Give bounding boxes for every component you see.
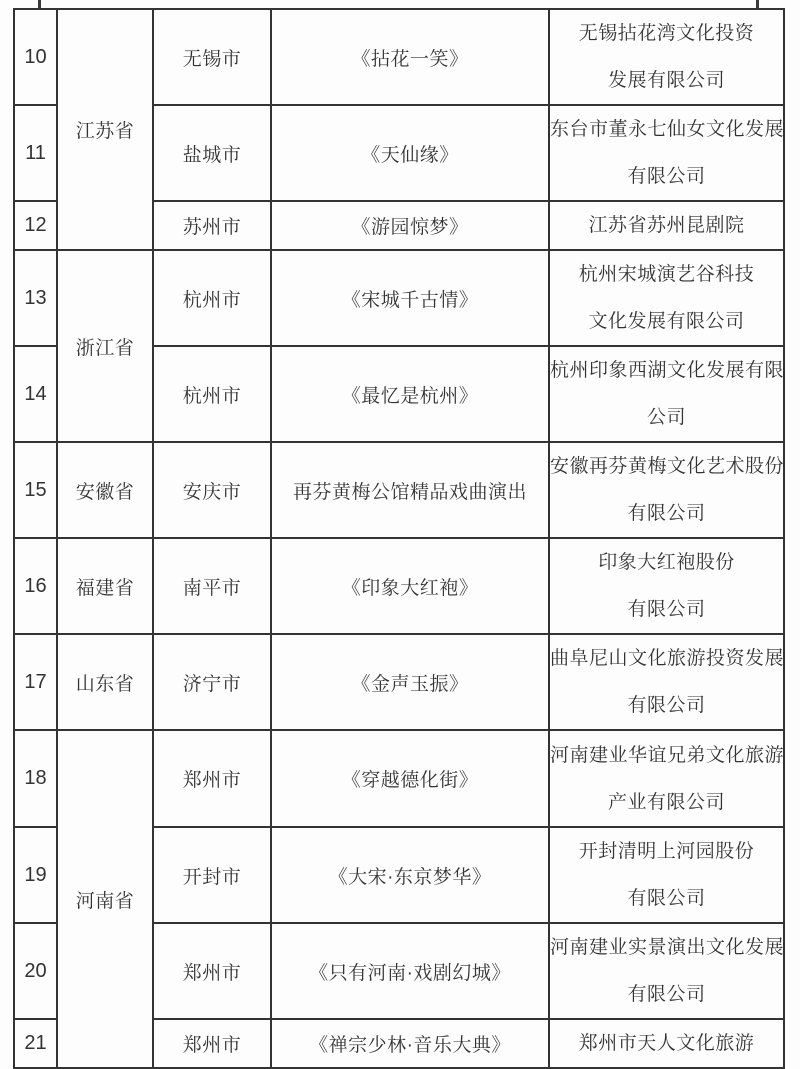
table-row xyxy=(14,250,784,346)
row-number: 13 xyxy=(14,250,57,346)
company-cell xyxy=(549,105,784,201)
row-number: 16 xyxy=(14,538,57,634)
company-line: 开封清明上河园股份 xyxy=(578,841,755,862)
show-title-cell: 《宋城千古情》 xyxy=(271,250,549,346)
city-cell: 安庆市 xyxy=(153,442,271,538)
company-line: 有限公司 xyxy=(627,695,706,716)
show-title-cell: 《穿越德化街》 xyxy=(271,730,549,827)
company-line: 印象大红袍股份 xyxy=(598,552,735,573)
company-cell xyxy=(549,1019,784,1068)
company-line: 安徽再芬黄梅文化艺术股份 xyxy=(550,456,785,477)
company-line: 有限公司 xyxy=(627,166,706,187)
city-cell: 郑州市 xyxy=(153,730,271,827)
company-line: 河南建业实景演出文化发展 xyxy=(550,937,785,958)
row-number: 17 xyxy=(14,634,57,730)
company-cell xyxy=(549,634,784,730)
city-cell: 郑州市 xyxy=(153,923,271,1019)
table-row xyxy=(14,9,784,105)
row-number: 10 xyxy=(14,9,57,105)
company-line: 有限公司 xyxy=(627,984,706,1005)
province-cell: 山东省 xyxy=(57,634,153,730)
table-row xyxy=(14,730,784,827)
row-number: 18 xyxy=(14,730,57,827)
row-number: 14 xyxy=(14,346,57,442)
table-row xyxy=(14,634,784,730)
province-cell: 安徽省 xyxy=(57,442,153,538)
company-cell xyxy=(549,538,784,634)
show-title-cell: 《禅宗少林·音乐大典》 xyxy=(271,1019,549,1068)
show-title-cell: 《游园惊梦》 xyxy=(271,201,549,250)
company-cell xyxy=(549,923,784,1019)
city-cell: 无锡市 xyxy=(153,9,271,105)
company-line: 产业有限公司 xyxy=(607,791,725,813)
company-line: 江苏省苏州昆剧院 xyxy=(588,215,745,236)
company-line: 有限公司 xyxy=(627,888,706,909)
row-number: 15 xyxy=(14,442,57,538)
city-cell: 郑州市 xyxy=(153,1019,271,1068)
company-line: 有限公司 xyxy=(627,503,706,524)
company-line: 有限公司 xyxy=(627,599,706,620)
company-line: 河南建业华谊兄弟文化旅游 xyxy=(550,744,785,766)
row-number: 21 xyxy=(14,1019,57,1068)
province-cell: 河南省 xyxy=(57,730,153,1068)
show-title-cell: 《金声玉振》 xyxy=(271,634,549,730)
company-line: 文化发展有限公司 xyxy=(588,311,745,332)
show-title-cell: 《拈花一笑》 xyxy=(271,9,549,105)
show-title-cell: 《只有河南·戏剧幻城》 xyxy=(271,923,549,1019)
city-cell: 济宁市 xyxy=(153,634,271,730)
show-title-cell: 《印象大红袍》 xyxy=(271,538,549,634)
city-cell: 南平市 xyxy=(153,538,271,634)
province-cell: 浙江省 xyxy=(57,250,153,442)
row-number: 11 xyxy=(14,105,57,201)
company-cell xyxy=(549,250,784,346)
company-line: 无锡拈花湾文化投资 xyxy=(578,23,755,44)
city-cell: 苏州市 xyxy=(153,201,271,250)
row-number: 12 xyxy=(14,201,57,250)
show-title-cell: 再芬黄梅公馆精品戏曲演出 xyxy=(271,442,549,538)
company-cell xyxy=(549,827,784,923)
company-line: 杭州印象西湖文化发展有限 xyxy=(550,360,785,381)
company-line: 曲阜尼山文化旅游投资发展 xyxy=(550,648,785,669)
province-cell: 福建省 xyxy=(57,538,153,634)
show-title-cell: 《最忆是杭州》 xyxy=(271,346,549,442)
performance-list-table xyxy=(13,8,785,1069)
company-cell xyxy=(549,201,784,250)
city-cell: 杭州市 xyxy=(153,250,271,346)
province-cell: 江苏省 xyxy=(57,9,153,250)
row-number: 19 xyxy=(14,827,57,923)
city-cell: 杭州市 xyxy=(153,346,271,442)
row-number: 20 xyxy=(14,923,57,1019)
company-cell xyxy=(549,730,784,827)
show-title-cell: 《大宋·东京梦华》 xyxy=(271,827,549,923)
company-line: 杭州宋城演艺谷科技 xyxy=(578,264,755,285)
city-cell: 盐城市 xyxy=(153,105,271,201)
table-row xyxy=(14,442,784,538)
company-cell xyxy=(549,442,784,538)
company-line: 公司 xyxy=(646,407,686,428)
company-line: 郑州市天人文化旅游 xyxy=(578,1033,755,1054)
company-line: 东台市董永七仙女文化发展 xyxy=(550,119,785,140)
table-row xyxy=(14,538,784,634)
company-cell xyxy=(549,346,784,442)
show-title-cell: 《天仙缘》 xyxy=(271,105,549,201)
company-line: 发展有限公司 xyxy=(607,70,725,91)
city-cell: 开封市 xyxy=(153,827,271,923)
company-cell xyxy=(549,9,784,105)
